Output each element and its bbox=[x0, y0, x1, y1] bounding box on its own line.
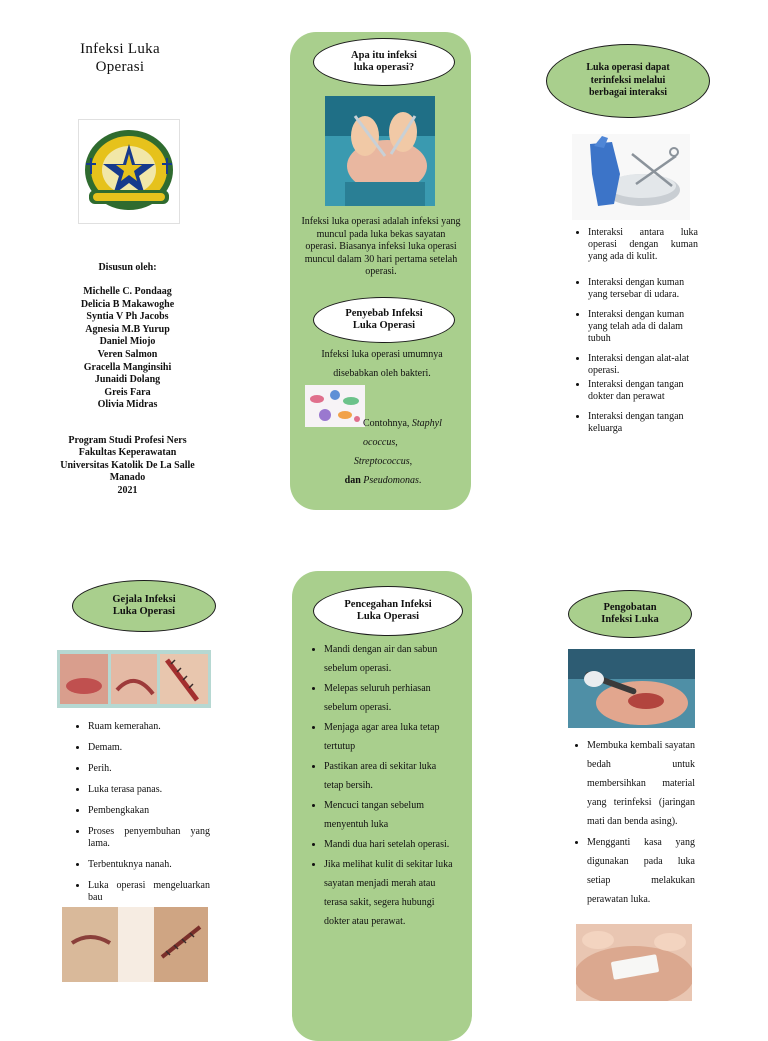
bacteria-streptococcus: Streptococcus bbox=[353, 456, 410, 467]
list-item: • Luka terasa panas. bbox=[88, 784, 210, 796]
list-item: • Luka operasi mengeluarkan bau bbox=[88, 880, 210, 904]
heading-prevention bbox=[313, 586, 463, 636]
heading-what-is-ssi bbox=[313, 38, 455, 86]
list-item: • Proses penyembuhan yang lama. bbox=[88, 826, 210, 850]
list-item: • Ruam kemerahan. bbox=[88, 721, 210, 733]
surgical-instruments-photo bbox=[572, 134, 690, 220]
heading-prevention-line2: Luka Operasi bbox=[356, 611, 420, 622]
list-item: • Pastikan area di sekitar luka tetap bersih. bbox=[324, 757, 458, 795]
author-name: Olivia Midras bbox=[97, 399, 158, 411]
heading-interactions-line3: berbagai interaksi bbox=[588, 87, 668, 99]
list-item: • Interaksi dengan kuman yang tersebar di udara. bbox=[588, 277, 698, 301]
institution-line: 2021 bbox=[117, 484, 138, 496]
heading-prevention-line1: Pencegahan Infeksi bbox=[344, 599, 432, 610]
institution-line: Fakultas Keperawatan bbox=[78, 447, 177, 459]
heading-treatment bbox=[568, 590, 692, 638]
heading-causes bbox=[313, 297, 455, 343]
author-name: Delicia B Makawoghe bbox=[80, 298, 175, 310]
list-item: • Pembengkakan bbox=[88, 805, 210, 817]
heading-symptoms bbox=[72, 580, 216, 632]
wound-dressing-photo bbox=[576, 924, 692, 1001]
example-prefix: Contohnya, bbox=[363, 418, 410, 429]
heading-causes-line2: Luka Operasi bbox=[352, 320, 416, 331]
list-item: • Membuka kembali sayatan bedah untuk membersihkan material yang terinfeksi (jaringan mati dan benda asing). bbox=[587, 736, 695, 831]
author-name: Syntia V Ph Jacobs bbox=[86, 311, 169, 323]
heading-interactions bbox=[546, 44, 710, 118]
author-name: Junaidi Dolang bbox=[94, 374, 161, 386]
list-item: • Mandi dua hari setelah operasi. bbox=[324, 835, 458, 854]
heading-what-line2: luka operasi? bbox=[353, 62, 415, 73]
list-item: • Interaksi antara luka operasi dengan kuman yang ada di kulit. bbox=[588, 227, 698, 263]
heading-what-line1: Apa itu infeksi bbox=[351, 50, 417, 61]
cover-title-line1: Infeksi Luka bbox=[80, 41, 160, 57]
institution-block bbox=[50, 435, 205, 497]
institution-line: Manado bbox=[109, 472, 146, 484]
heading-interactions-line1: Luka operasi dapat bbox=[586, 62, 670, 74]
prepared-by-label: Disusun oleh: bbox=[98, 262, 157, 273]
interaction-list bbox=[570, 227, 698, 444]
institution-line: Program Studi Profesi Ners bbox=[68, 435, 187, 446]
list-item: • Melepas seluruh perhiasan sebelum operasi. bbox=[324, 679, 458, 717]
heading-symptoms-line1: Gejala Infeksi bbox=[112, 594, 176, 605]
author-name: Daniel Miojo bbox=[99, 336, 156, 348]
prevention-list bbox=[306, 640, 458, 932]
cover-title bbox=[60, 40, 180, 76]
author-name: Greis Fara bbox=[104, 386, 151, 398]
wound-closeup-photos bbox=[62, 907, 208, 982]
list-item: • Interaksi dengan kuman yang telah ada di dalam tubuh bbox=[588, 309, 698, 345]
institution-line: Universitas Katolik De La Salle bbox=[60, 459, 195, 471]
bacteria-pseudomonas: Pseudomonas bbox=[363, 475, 419, 486]
surgery-photo bbox=[325, 96, 435, 206]
author-name: Michelle C. Pondaag bbox=[83, 286, 172, 297]
cover-title-line2: Operasi bbox=[95, 59, 145, 75]
heading-causes-line1: Penyebab Infeksi bbox=[345, 308, 423, 319]
heading-treatment-line2: Infeksi Luka bbox=[601, 614, 659, 625]
heading-interactions-line2: terinfeksi melalui bbox=[590, 74, 666, 86]
list-item: • Mencuci tangan sebelum menyentuh luka bbox=[324, 796, 458, 834]
university-logo bbox=[78, 119, 180, 224]
author-name: Veren Salmon bbox=[97, 348, 158, 360]
bacteria-examples: Contohnya, Staphyl ococcus, Streptococcus, dan Pseudomonas. bbox=[344, 418, 442, 486]
list-item: • Menjaga agar area luka tetap tertutup bbox=[324, 718, 458, 756]
list-item: • Mengganti kasa yang digunakan pada luka setiap melakukan perawatan luka. bbox=[587, 833, 695, 909]
symptom-list bbox=[70, 721, 210, 913]
heading-symptoms-line2: Luka Operasi bbox=[112, 606, 176, 617]
list-item: • Interaksi dengan tangan dokter dan perawat bbox=[588, 379, 698, 403]
and-word: dan bbox=[344, 475, 361, 486]
author-list bbox=[55, 286, 200, 412]
cause-text: Infeksi luka operasi umumnya disebabkan oleh bakteri. bbox=[321, 349, 443, 379]
list-item: • Interaksi dengan tangan keluarga bbox=[588, 411, 698, 435]
list-item: • Jika melihat kulit di sekitar luka sayatan menjadi merah atau terasa sakit, segera hubungi dokter atau perawat. bbox=[324, 855, 458, 931]
list-item: • Perih. bbox=[88, 763, 210, 775]
infected-wound-photos bbox=[57, 650, 211, 708]
list-item: • Mandi dengan air dan sabun sebelum operasi. bbox=[324, 640, 458, 678]
list-item: • Terbentuknya nanah. bbox=[88, 859, 210, 871]
list-item: • Interaksi dengan alat-alat operasi. bbox=[588, 353, 698, 377]
treatment-list bbox=[569, 736, 695, 918]
university-logo-graphic bbox=[79, 120, 179, 223]
wound-debridement-photo bbox=[568, 649, 695, 728]
list-item: • Demam. bbox=[88, 742, 210, 754]
heading-treatment-line1: Pengobatan bbox=[603, 602, 657, 613]
author-name: Gracella Manginsihi bbox=[83, 361, 172, 373]
bacteria-staphylococcus: Staphyl ococcus bbox=[363, 418, 442, 448]
ssi-definition: Infeksi luka operasi adalah infeksi yang muncul pada luka bekas sayatan operasi. Biasanya infeksi luka operasi muncul dalam 30 hari pertama setelah operasi. bbox=[301, 216, 461, 277]
author-name: Agnesia M.B Yurup bbox=[85, 323, 170, 335]
